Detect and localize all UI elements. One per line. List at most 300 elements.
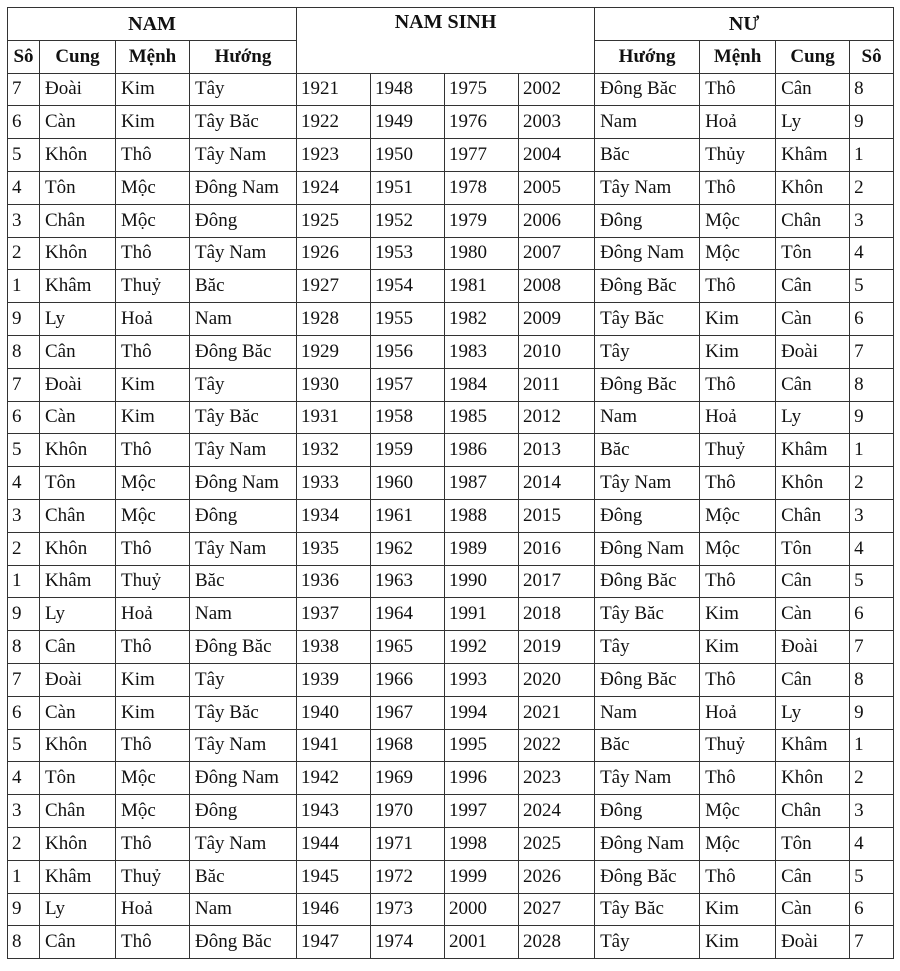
nu-cung-cell: Cân	[776, 270, 850, 303]
year-cell: 2028	[519, 926, 595, 959]
nu-cung-cell: Cân	[776, 860, 850, 893]
year-cell: 1999	[445, 860, 519, 893]
nu-menh-cell: Thô	[700, 270, 776, 303]
nam-menh-cell: Mộc	[116, 171, 190, 204]
year-cell: 2005	[519, 171, 595, 204]
nam-menh-cell: Thuỷ	[116, 860, 190, 893]
nam-huong-cell: Băc	[190, 565, 297, 598]
nam-menh-cell: Thuỷ	[116, 270, 190, 303]
nam-menh-cell: Kim	[116, 73, 190, 106]
nam-huong-cell: Tây	[190, 663, 297, 696]
nu-huong-cell: Băc	[595, 434, 700, 467]
year-cell: 2002	[519, 73, 595, 106]
table-row	[8, 237, 894, 270]
nu-huong-cell: Đông	[595, 499, 700, 532]
nam-cung-cell: Ly	[40, 893, 116, 926]
year-cell: 2014	[519, 467, 595, 500]
nu-menh-cell: Mộc	[700, 237, 776, 270]
nam-menh-cell: Thô	[116, 434, 190, 467]
table-row	[8, 565, 894, 598]
nu-huong-cell: Đông	[595, 795, 700, 828]
nu-cung-cell: Cân	[776, 663, 850, 696]
year-cell: 2010	[519, 335, 595, 368]
nam-so-cell: 6	[8, 696, 40, 729]
nu-so-cell: 1	[850, 139, 894, 172]
year-cell: 1949	[371, 106, 445, 139]
nu-huong-cell: Tây Nam	[595, 171, 700, 204]
nu-huong-cell: Tây Băc	[595, 598, 700, 631]
year-cell: 1958	[371, 401, 445, 434]
nam-menh-cell: Mộc	[116, 499, 190, 532]
nu-cung-cell: Khâm	[776, 434, 850, 467]
year-cell: 2003	[519, 106, 595, 139]
table-row	[8, 434, 894, 467]
nu-so-cell: 5	[850, 565, 894, 598]
table-row	[8, 368, 894, 401]
table-row	[8, 270, 894, 303]
nam-menh-cell: Hoả	[116, 598, 190, 631]
year-cell: 2017	[519, 565, 595, 598]
nu-so-cell: 7	[850, 335, 894, 368]
nam-cung-cell: Tôn	[40, 171, 116, 204]
nam-menh-cell: Thô	[116, 237, 190, 270]
year-cell: 1930	[297, 368, 371, 401]
nam-menh-cell: Kim	[116, 368, 190, 401]
year-cell: 1927	[297, 270, 371, 303]
year-cell: 2013	[519, 434, 595, 467]
year-cell: 1929	[297, 335, 371, 368]
nu-cung-cell: Khôn	[776, 762, 850, 795]
nu-so-cell: 8	[850, 368, 894, 401]
table-row	[8, 663, 894, 696]
nam-menh-cell: Hoả	[116, 893, 190, 926]
year-cell: 1959	[371, 434, 445, 467]
nam-huong-cell: Nam	[190, 598, 297, 631]
nam-so-cell: 9	[8, 893, 40, 926]
nu-cung-cell: Chân	[776, 795, 850, 828]
year-cell: 2021	[519, 696, 595, 729]
nu-huong-cell: Đông Băc	[595, 270, 700, 303]
nu-cung-cell: Càn	[776, 303, 850, 336]
nam-menh-cell: Mộc	[116, 467, 190, 500]
table-row	[8, 335, 894, 368]
nu-huong-cell: Đông Băc	[595, 565, 700, 598]
year-cell: 1954	[371, 270, 445, 303]
year-cell: 1950	[371, 139, 445, 172]
nu-huong-cell: Băc	[595, 139, 700, 172]
nu-cung-cell: Cân	[776, 368, 850, 401]
nam-huong-cell: Tây Nam	[190, 532, 297, 565]
year-cell: 2018	[519, 598, 595, 631]
nu-huong-cell: Tây	[595, 335, 700, 368]
nu-huong-cell: Đông Băc	[595, 368, 700, 401]
year-cell: 1960	[371, 467, 445, 500]
nu-huong-cell: Đông Băc	[595, 663, 700, 696]
year-cell: 1922	[297, 106, 371, 139]
nu-so-cell: 7	[850, 926, 894, 959]
year-cell: 2026	[519, 860, 595, 893]
nu-cung-cell: Đoài	[776, 335, 850, 368]
nu-cung-cell: Càn	[776, 598, 850, 631]
table-row	[8, 762, 894, 795]
nu-cung-cell: Khôn	[776, 171, 850, 204]
nam-cung-cell: Chân	[40, 795, 116, 828]
header-nam: NAM	[8, 8, 297, 41]
year-cell: 1928	[297, 303, 371, 336]
nu-so-cell: 8	[850, 73, 894, 106]
nam-so-cell: 3	[8, 499, 40, 532]
year-cell: 1966	[371, 663, 445, 696]
nu-menh-cell: Kim	[700, 631, 776, 664]
year-cell: 1992	[445, 631, 519, 664]
year-cell: 1969	[371, 762, 445, 795]
nu-so-cell: 6	[850, 893, 894, 926]
nam-so-cell: 6	[8, 401, 40, 434]
year-cell: 1987	[445, 467, 519, 500]
year-cell: 1989	[445, 532, 519, 565]
nam-cung-cell: Tôn	[40, 467, 116, 500]
nu-so-cell: 9	[850, 401, 894, 434]
nu-huong-cell: Tây	[595, 926, 700, 959]
table-container	[7, 7, 894, 959]
year-cell: 2024	[519, 795, 595, 828]
nam-cung-cell: Chân	[40, 499, 116, 532]
year-cell: 1995	[445, 729, 519, 762]
nam-cung-cell: Khôn	[40, 139, 116, 172]
col-header-cung: Cung	[40, 40, 116, 73]
nu-menh-cell: Thô	[700, 73, 776, 106]
nu-huong-cell: Đông	[595, 204, 700, 237]
col-header-menh: Mệnh	[116, 40, 190, 73]
year-cell: 1967	[371, 696, 445, 729]
year-cell: 1934	[297, 499, 371, 532]
table-row	[8, 893, 894, 926]
table-row	[8, 926, 894, 959]
nam-huong-cell: Tây Nam	[190, 237, 297, 270]
nu-cung-cell: Tôn	[776, 827, 850, 860]
nam-menh-cell: Kim	[116, 696, 190, 729]
year-cell: 1984	[445, 368, 519, 401]
nam-cung-cell: Ly	[40, 598, 116, 631]
nu-menh-cell: Kim	[700, 598, 776, 631]
nam-menh-cell: Kim	[116, 663, 190, 696]
nam-menh-cell: Thô	[116, 532, 190, 565]
nu-menh-cell: Thô	[700, 565, 776, 598]
nam-huong-cell: Tây Nam	[190, 827, 297, 860]
nu-menh-cell: Mộc	[700, 795, 776, 828]
year-cell: 2023	[519, 762, 595, 795]
nam-huong-cell: Tây	[190, 368, 297, 401]
year-cell: 2006	[519, 204, 595, 237]
nam-cung-cell: Khôn	[40, 434, 116, 467]
nam-so-cell: 2	[8, 827, 40, 860]
nam-menh-cell: Thô	[116, 631, 190, 664]
nam-so-cell: 4	[8, 762, 40, 795]
year-cell: 1935	[297, 532, 371, 565]
nu-so-cell: 5	[850, 860, 894, 893]
nam-so-cell: 5	[8, 434, 40, 467]
table-row	[8, 631, 894, 664]
table-row	[8, 598, 894, 631]
year-cell: 2025	[519, 827, 595, 860]
nam-huong-cell: Tây Nam	[190, 139, 297, 172]
nam-so-cell: 4	[8, 467, 40, 500]
nu-so-cell: 4	[850, 827, 894, 860]
nu-cung-cell: Khâm	[776, 729, 850, 762]
nu-so-cell: 1	[850, 434, 894, 467]
nu-so-cell: 6	[850, 303, 894, 336]
table-row	[8, 827, 894, 860]
year-cell: 1921	[297, 73, 371, 106]
nu-so-cell: 3	[850, 499, 894, 532]
nam-menh-cell: Thô	[116, 139, 190, 172]
nam-huong-cell: Nam	[190, 893, 297, 926]
nam-cung-cell: Đoài	[40, 368, 116, 401]
nam-cung-cell: Cân	[40, 631, 116, 664]
nu-menh-cell: Thuỷ	[700, 729, 776, 762]
nam-huong-cell: Đông	[190, 795, 297, 828]
year-cell: 1973	[371, 893, 445, 926]
nu-so-cell: 3	[850, 204, 894, 237]
table-row	[8, 499, 894, 532]
nam-so-cell: 8	[8, 926, 40, 959]
nu-huong-cell: Nam	[595, 401, 700, 434]
nu-huong-cell: Tây	[595, 631, 700, 664]
nam-cung-cell: Khôn	[40, 729, 116, 762]
nam-cung-cell: Cân	[40, 335, 116, 368]
year-cell: 2019	[519, 631, 595, 664]
nam-so-cell: 8	[8, 335, 40, 368]
year-cell: 1955	[371, 303, 445, 336]
table-row	[8, 204, 894, 237]
year-cell: 1956	[371, 335, 445, 368]
year-cell: 1931	[297, 401, 371, 434]
year-cell: 1981	[445, 270, 519, 303]
nam-cung-cell: Càn	[40, 106, 116, 139]
nam-cung-cell: Đoài	[40, 663, 116, 696]
year-cell: 1932	[297, 434, 371, 467]
nam-huong-cell: Tây	[190, 73, 297, 106]
nam-cung-cell: Khôn	[40, 237, 116, 270]
nam-cung-cell: Khâm	[40, 565, 116, 598]
nam-so-cell: 6	[8, 106, 40, 139]
year-cell: 1947	[297, 926, 371, 959]
nam-cung-cell: Khâm	[40, 860, 116, 893]
nam-huong-cell: Băc	[190, 860, 297, 893]
header-nu: NƯ	[595, 8, 894, 41]
nam-huong-cell: Tây Băc	[190, 401, 297, 434]
table-row	[8, 106, 894, 139]
nam-cung-cell: Càn	[40, 401, 116, 434]
nam-cung-cell: Khôn	[40, 532, 116, 565]
col-header-menh: Mệnh	[700, 40, 776, 73]
nu-so-cell: 6	[850, 598, 894, 631]
table-row	[8, 303, 894, 336]
year-cell: 1998	[445, 827, 519, 860]
year-cell: 2022	[519, 729, 595, 762]
nu-menh-cell: Hoả	[700, 696, 776, 729]
nu-menh-cell: Hoả	[700, 401, 776, 434]
year-cell: 2009	[519, 303, 595, 336]
nam-so-cell: 4	[8, 171, 40, 204]
nu-cung-cell: Cân	[776, 565, 850, 598]
nam-huong-cell: Đông Băc	[190, 631, 297, 664]
year-cell: 1923	[297, 139, 371, 172]
col-header-so: Sô	[850, 40, 894, 73]
nam-huong-cell: Tây Băc	[190, 106, 297, 139]
nu-cung-cell: Ly	[776, 401, 850, 434]
nam-so-cell: 5	[8, 729, 40, 762]
nam-so-cell: 2	[8, 237, 40, 270]
nam-menh-cell: Thuỷ	[116, 565, 190, 598]
nu-so-cell: 9	[850, 696, 894, 729]
nam-cung-cell: Càn	[40, 696, 116, 729]
year-cell: 1962	[371, 532, 445, 565]
year-cell: 1997	[445, 795, 519, 828]
nam-so-cell: 1	[8, 565, 40, 598]
nu-menh-cell: Mộc	[700, 532, 776, 565]
year-cell: 1994	[445, 696, 519, 729]
year-cell: 2020	[519, 663, 595, 696]
year-cell: 1991	[445, 598, 519, 631]
nam-huong-cell: Đông Băc	[190, 335, 297, 368]
year-cell: 1957	[371, 368, 445, 401]
year-cell: 1968	[371, 729, 445, 762]
nam-huong-cell: Đông Nam	[190, 762, 297, 795]
year-cell: 1985	[445, 401, 519, 434]
nam-so-cell: 2	[8, 532, 40, 565]
nu-cung-cell: Ly	[776, 106, 850, 139]
table-row	[8, 696, 894, 729]
year-cell: 1964	[371, 598, 445, 631]
year-cell: 1926	[297, 237, 371, 270]
nu-so-cell: 4	[850, 532, 894, 565]
year-cell: 1948	[371, 73, 445, 106]
nu-menh-cell: Kim	[700, 303, 776, 336]
table-row	[8, 401, 894, 434]
year-cell: 1993	[445, 663, 519, 696]
nu-so-cell: 3	[850, 795, 894, 828]
year-cell: 1970	[371, 795, 445, 828]
nu-huong-cell: Đông Băc	[595, 860, 700, 893]
year-cell: 1943	[297, 795, 371, 828]
nu-huong-cell: Đông Băc	[595, 73, 700, 106]
nu-huong-cell: Tây Băc	[595, 303, 700, 336]
year-cell: 1980	[445, 237, 519, 270]
col-header-huong: Hướng	[595, 40, 700, 73]
nam-cung-cell: Cân	[40, 926, 116, 959]
year-cell: 1936	[297, 565, 371, 598]
nu-menh-cell: Thô	[700, 860, 776, 893]
year-cell: 1974	[371, 926, 445, 959]
nam-cung-cell: Khôn	[40, 827, 116, 860]
year-cell: 2000	[445, 893, 519, 926]
year-cell: 1996	[445, 762, 519, 795]
nu-cung-cell: Càn	[776, 893, 850, 926]
header-nam-sinh: NAM SINH	[297, 8, 595, 74]
nam-huong-cell: Băc	[190, 270, 297, 303]
nu-cung-cell: Chân	[776, 499, 850, 532]
nam-menh-cell: Thô	[116, 926, 190, 959]
year-cell: 1939	[297, 663, 371, 696]
feng-shui-table	[7, 7, 894, 959]
nu-menh-cell: Thủy	[700, 139, 776, 172]
nam-so-cell: 9	[8, 303, 40, 336]
col-header-cung: Cung	[776, 40, 850, 73]
table-row	[8, 532, 894, 565]
nam-huong-cell: Nam	[190, 303, 297, 336]
nu-menh-cell: Thô	[700, 762, 776, 795]
nu-cung-cell: Đoài	[776, 631, 850, 664]
header-row-groups	[8, 8, 894, 41]
year-cell: 1946	[297, 893, 371, 926]
nu-cung-cell: Khôn	[776, 467, 850, 500]
nam-so-cell: 1	[8, 270, 40, 303]
table-row	[8, 729, 894, 762]
nu-huong-cell: Băc	[595, 729, 700, 762]
nam-cung-cell: Đoài	[40, 73, 116, 106]
nu-so-cell: 1	[850, 729, 894, 762]
year-cell: 1963	[371, 565, 445, 598]
year-cell: 1940	[297, 696, 371, 729]
year-cell: 1975	[445, 73, 519, 106]
nu-so-cell: 2	[850, 762, 894, 795]
nu-menh-cell: Kim	[700, 335, 776, 368]
nu-menh-cell: Thô	[700, 368, 776, 401]
nam-menh-cell: Mộc	[116, 204, 190, 237]
year-cell: 2008	[519, 270, 595, 303]
nu-so-cell: 9	[850, 106, 894, 139]
table-row	[8, 860, 894, 893]
nam-huong-cell: Đông Nam	[190, 467, 297, 500]
nam-cung-cell: Ly	[40, 303, 116, 336]
year-cell: 1933	[297, 467, 371, 500]
table-row	[8, 171, 894, 204]
nu-huong-cell: Nam	[595, 696, 700, 729]
nu-menh-cell: Kim	[700, 893, 776, 926]
year-cell: 1952	[371, 204, 445, 237]
nu-menh-cell: Hoả	[700, 106, 776, 139]
nu-huong-cell: Nam	[595, 106, 700, 139]
col-header-huong: Hướng	[190, 40, 297, 73]
nu-cung-cell: Tôn	[776, 532, 850, 565]
table-row	[8, 795, 894, 828]
table-row	[8, 139, 894, 172]
nam-menh-cell: Thô	[116, 827, 190, 860]
year-cell: 1941	[297, 729, 371, 762]
year-cell: 1990	[445, 565, 519, 598]
year-cell: 1953	[371, 237, 445, 270]
nam-so-cell: 3	[8, 204, 40, 237]
nam-so-cell: 5	[8, 139, 40, 172]
year-cell: 1925	[297, 204, 371, 237]
nu-cung-cell: Ly	[776, 696, 850, 729]
year-cell: 1986	[445, 434, 519, 467]
nu-menh-cell: Thô	[700, 467, 776, 500]
nu-cung-cell: Tôn	[776, 237, 850, 270]
year-cell: 1937	[297, 598, 371, 631]
year-cell: 2001	[445, 926, 519, 959]
nu-cung-cell: Khâm	[776, 139, 850, 172]
year-cell: 2011	[519, 368, 595, 401]
nu-so-cell: 4	[850, 237, 894, 270]
year-cell: 1979	[445, 204, 519, 237]
year-cell: 1945	[297, 860, 371, 893]
nam-so-cell: 1	[8, 860, 40, 893]
nu-huong-cell: Tây Băc	[595, 893, 700, 926]
nu-huong-cell: Đông Nam	[595, 237, 700, 270]
year-cell: 1976	[445, 106, 519, 139]
